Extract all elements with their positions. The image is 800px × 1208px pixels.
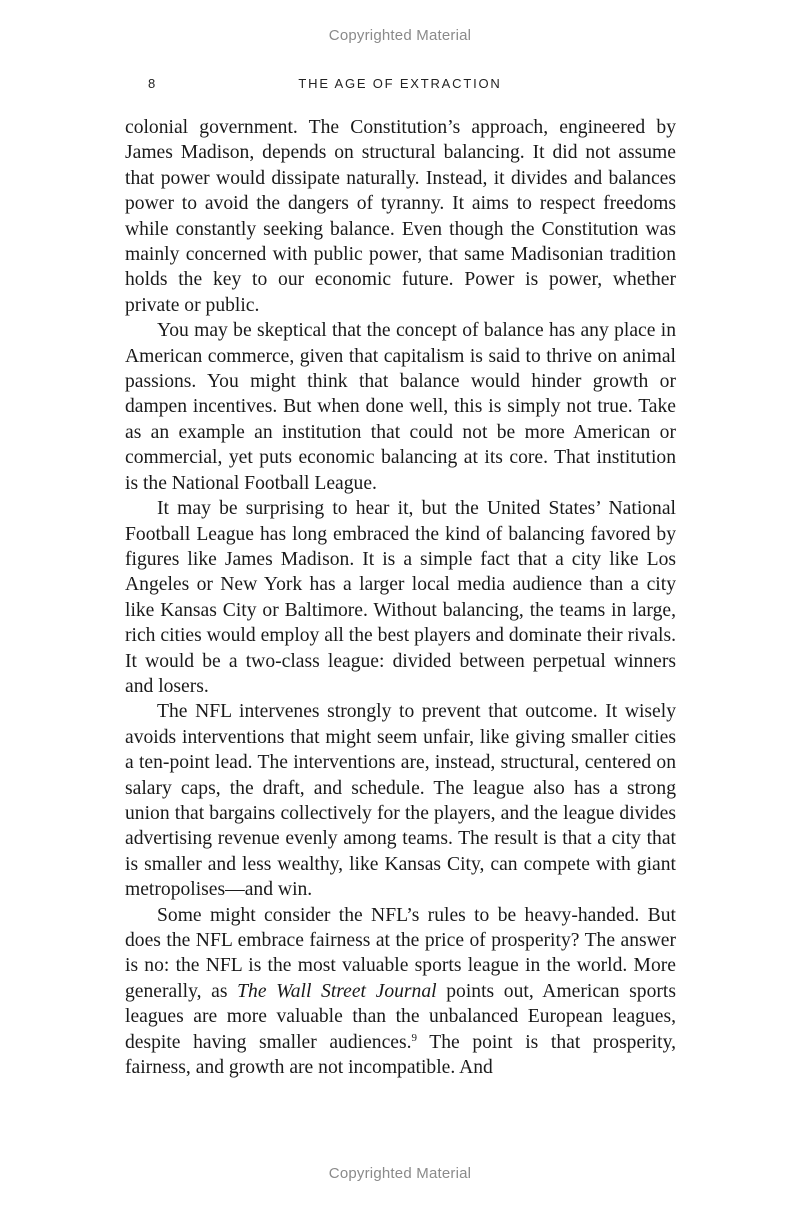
copyright-watermark-bottom: Copyrighted Material [328, 1165, 472, 1182]
paragraph-5-text-b: points out, American sports leagues are more valuable than the unbalanced European leagues, despite having smaller audiences. [125, 980, 676, 1053]
paragraph-4: The NFL intervenes strongly to prevent that outcome. It wisely avoids interventions that might seem unfair, like giving smaller cities a ten-point lead. The interventions are, instead, structural, centered on salary caps, the draft, and schedule. The league also has a strong union that bargains collectively for the players, and the league divides advertising revenue evenly among teams. The result is that a city that is smaller and less wealthy, like Kansas City, can compete with giant metropolises—and win. [125, 701, 676, 901]
paragraph-2: You may be skeptical that the concept of balance has any place in American commerce, given that capitalism is said to thrive on animal passions. You might think that balance would hinder growth or dampen incentives. But when done well, this is simply not true. Take as an example an institution that could not be more American or commercial, yet puts economic balancing at its core. That institution is the National Football League. [125, 320, 676, 494]
book-title: THE AGE OF EXTRACTION [298, 76, 502, 91]
paragraph-5-text-c: The point is that prosperity, fairness, and growth are not incompatible. And [125, 1031, 676, 1079]
footnote-marker[interactable]: 9 [411, 1031, 417, 1044]
page-number: 8 [148, 76, 156, 91]
running-head [0, 76, 800, 94]
paragraph-1: colonial government. The Constitution’s approach, engineered by James Madison, depends on structural balancing. It did not assume that power would dissipate naturally. Instead, it divides and balances power to avoid the dangers of tyranny. It aims to respect freedoms while constantly seeking balance. Even though the Constitution was mainly concerned with public power, that same Madisonian tradition holds the key to our economic future. Power is power, whether private or public. [125, 117, 676, 316]
paragraph-5 [125, 903, 676, 1081]
body-text [125, 115, 676, 1080]
paragraph-5-text-a: Some might consider the NFL’s rules to be heavy-handed. But does the NFL embrace fairness at the price of prosperity? The answer is no: the NFL is the most valuable sports league in the world. More generally, as [125, 904, 676, 1002]
copyright-watermark-top: Copyrighted Material [328, 27, 472, 44]
paragraph-3: It may be surprising to hear it, but the United States’ National Football League has long embraced the kind of balancing favored by figures like James Madison. It is a simple fact that a city like Los Angeles or New York has a larger local media audience than a city like Kansas City or Baltimore. Without balancing, the teams in large, rich cities would employ all the best players and dominate their rivals. It would be a two-class league: divided between perpetual winners and losers. [125, 498, 676, 697]
publication-title: The Wall Street Journal [237, 980, 437, 1002]
